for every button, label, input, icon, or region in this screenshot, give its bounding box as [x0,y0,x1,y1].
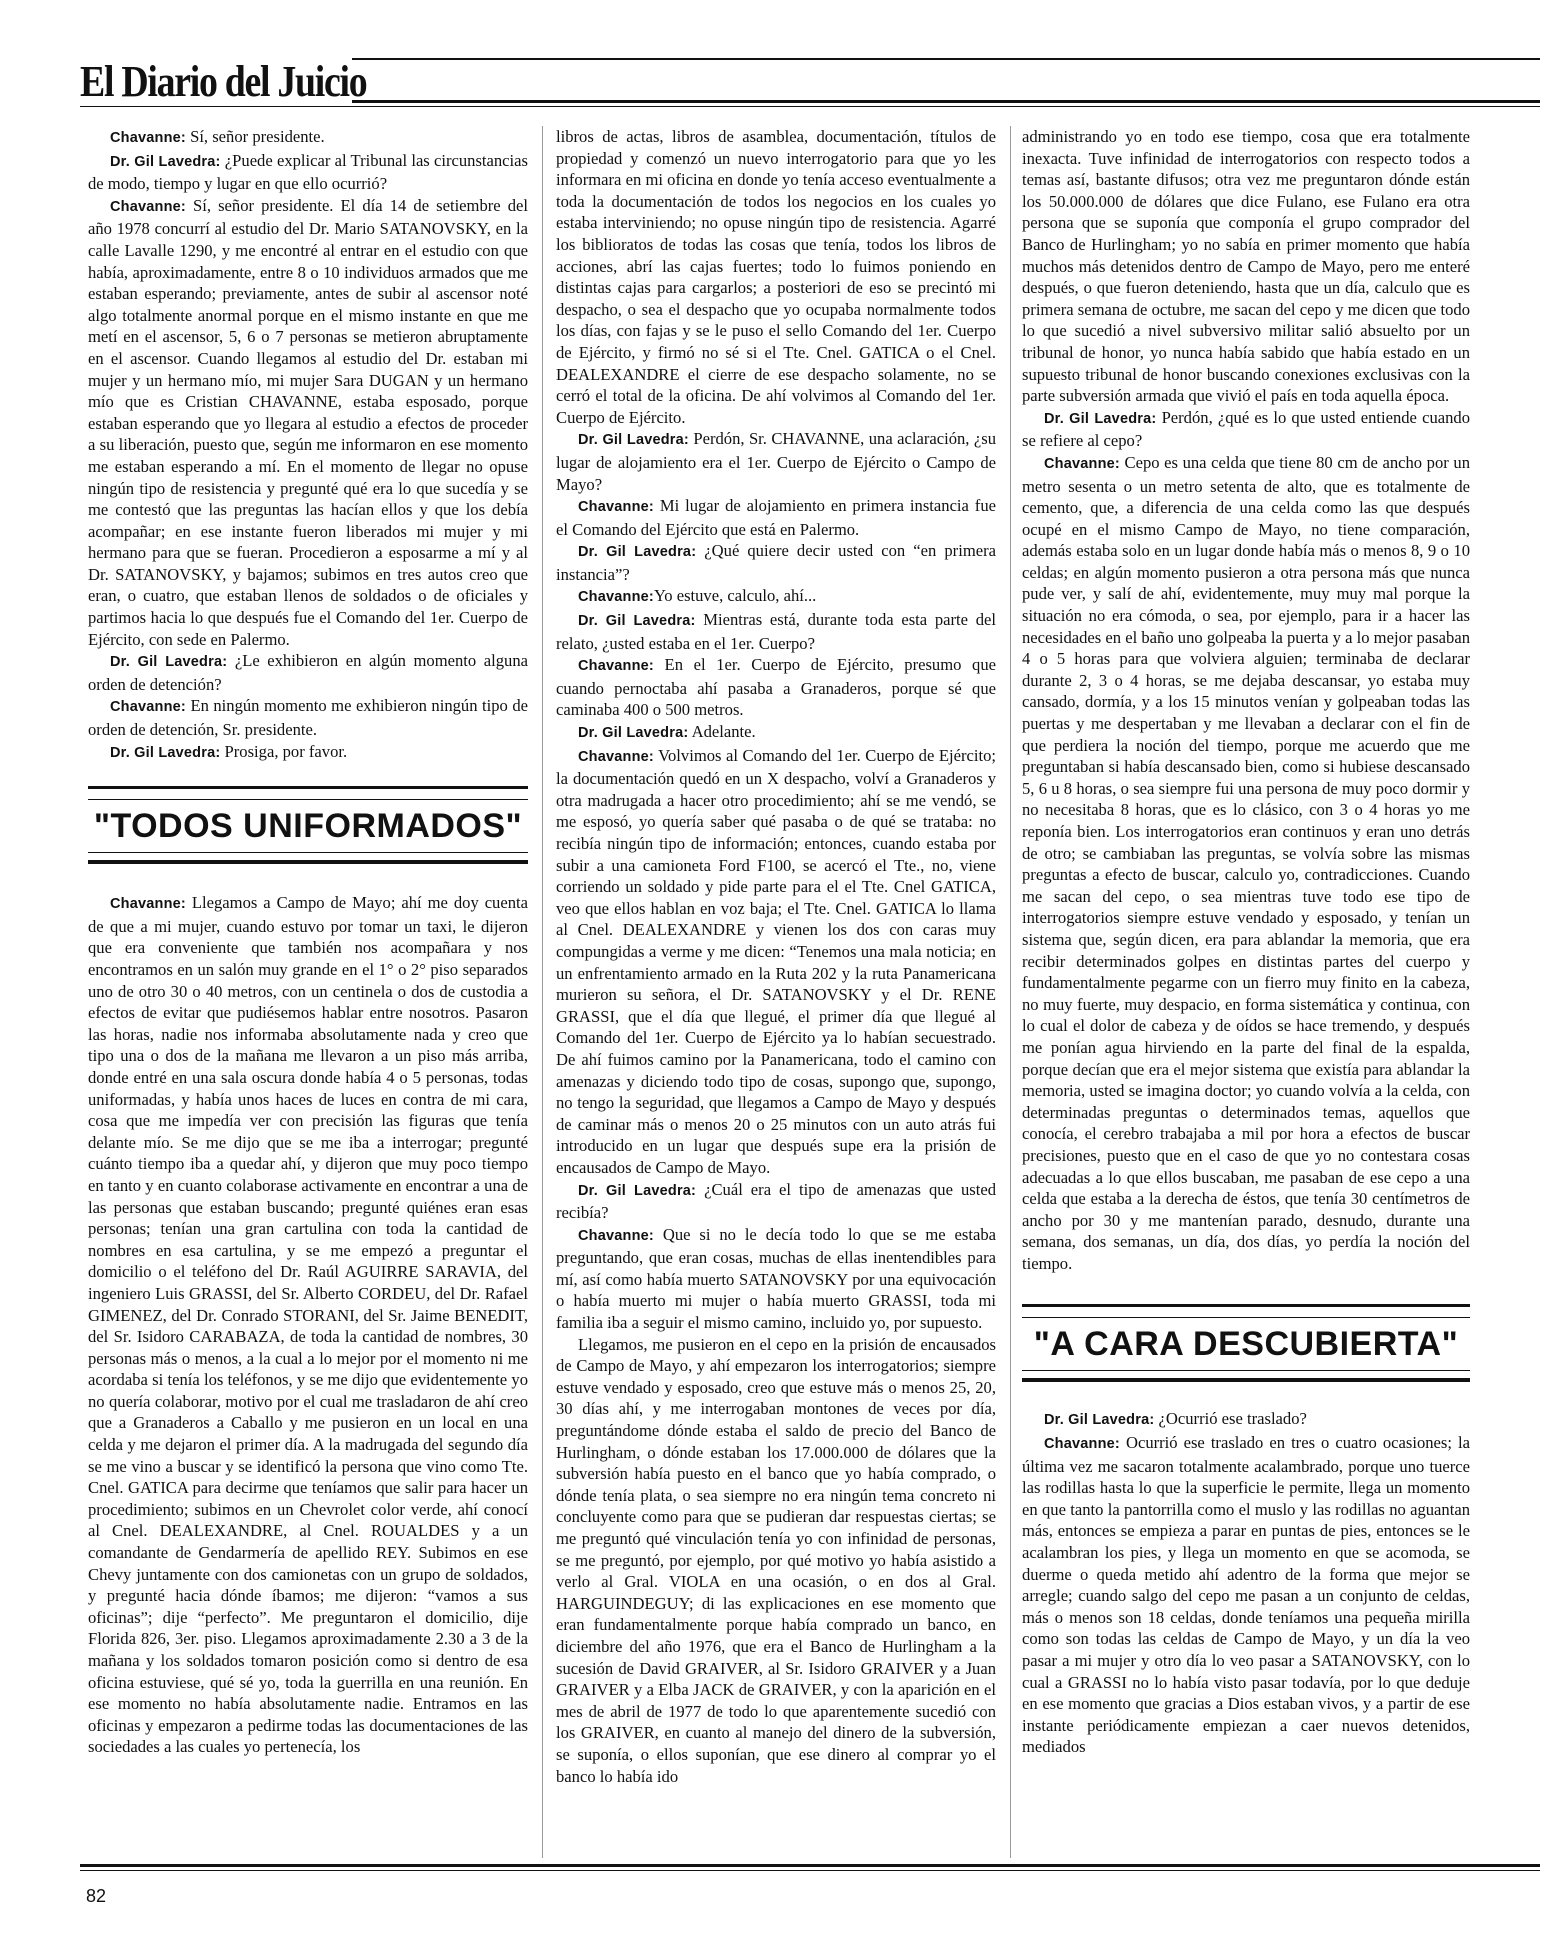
continued-paragraph [556,126,996,428]
section-heading: "A CARA DESCUBIERTA" [1022,1317,1470,1371]
speaker-label: Chavanne: [578,748,654,765]
paragraph-text: Yo estuve, calculo, ahí... [653,586,817,606]
transcript-paragraph [88,892,528,1758]
paragraph-text: ¿Qué quiere decir usted con “en primera instancia”? [556,541,996,584]
paragraph-text: Mi lugar de alojamiento en primera instancia fue el Comando del Ejército que está en Palermo. [556,496,996,539]
speaker-label: Chavanne: [110,699,186,716]
paragraph-text: Sí, señor presidente. El día 14 de setiembre del año 1978 concurrí al estudio del Dr. Mario SATANOVSKY, en la calle Lavalle 1290, y me encontré al entrar en el estudio con que había, aproximadamente, entre 8 o 10 individuos armados que me estaban esperando; previamente, antes de subir al ascensor noté algo totalmente anormal porque en el mismo instante en que me metí en el ascensor, 5, 6 o 7 personas se metieron abruptamente en el ascensor. Cuando llegamos al estudio del Dr. estaban mi mujer y un hermano mío, mi mujer Sara DUGAN y un hermano mío que es Cristian CHAVANNE, estaba esposado, porque estaban esperando que yo llegara al estudio a efectos de proceder a su liberación, puesto que, según me informaron en ese momento me estaban esperando a mí. En el momento de llegar no opuse ningún tipo de resistencia y pregunté qué era lo que sucedía y se me contestó que las preguntas las hacían ellos y que los debía acompañar; en ese instante fueron liberados mi mujer y mi hermano para que se fueran. Procedieron a esposarme a mí y al Dr. SATANOVSKY, y bajamos; subimos en tres autos creo que eran, o cuatro, que estaban llenos de soldados o de oficiales y partimos hacia lo que después fue el Comando del 1er. Cuerpo de Ejército, con sede en Palermo. [88,195,528,649]
speaker-label: Dr. Gil Lavedra: [110,654,228,671]
speaker-label: Dr. Gil Lavedra: [110,744,221,761]
speaker-label: Chavanne: [110,130,186,146]
paragraph-text: ¿Ocurrió ese traslado? [1154,1409,1307,1429]
speaker-label: Chavanne: [578,589,654,606]
paragraph-text: Mientras está, durante toda esta parte del relato, ¿usted estaba en el 1er. Cuerpo? [556,610,996,653]
page-number: 82 [86,1886,107,1906]
transcript-paragraph [556,540,996,585]
speaker-label: Chavanne: [578,658,654,675]
transcript-paragraph [556,1334,996,1787]
transcript-paragraph [1022,1432,1470,1758]
column-divider [1010,126,1011,1858]
transcript-paragraph [556,1179,996,1224]
paragraph-text: Llegamos, me pusieron en el cepo en la prisión de encausados de Campo de Mayo, y ahí empezaron los interrogatorios; siempre estuve vendado y esposado, creo que estuve más o menos 25, 20, 30 días ahí, y me interrogaban montones de veces por día, preguntándome dónde estaba el saldo de precio del Banco de Hurlingham, o dónde estaban los 17.000.000 de dólares que la subversión había puesto en el banco que yo había comprado, o dónde tenía plata, o sea siempre no era ningún tema concreto ni concluyente como para que se pudieran dar respuestas ciertas; se me preguntó qué vinculación tenía yo con infinidad de personas, se me preguntó, por ejemplo, por qué motivo yo había asistido a verlo al Gral. VIOLA en una ocasión, o en dos al Gral. HARGUINDEGUY; di las explicaciones en ese momento que eran fundamentalmente porque había comprado un banco, en diciembre del año 1976, que era el Banco de Hurlingham a la sucesión de David GRAIVER, al Sr. Isidoro GRAIVER y a Juan GRAIVER y a Elba JACK de GRAIVER, y con la aparición en el mes de abril de 1977 de todo lo que aparentemente sucedió con los GRAIVER, en cuanto al manejo del dinero de la subversión, se suponía, o ellos suponían, que ese dinero al comprar yo el banco lo había ido [556,1334,996,1786]
paragraph-text: En ningún momento me exhibieron ningún tipo de orden de detención, Sr. presidente. [88,696,528,740]
paragraph-text: libros de actas, libros de asamblea, documentación, títulos de propiedad y comenzó un nuevo interrogatorio para que yo les informara en mi oficina en donde yo tenía acceso eventualmente a toda la documentación de todos los negocios en los cuales yo estaba interviniendo; no opuse ningún tipo de resistencia. Agarré los biblioratos de todas las cosas que tenía, todos los libros de acciones, abrí las cajas fuertes; todo lo fuimos poniendo en distintas cajas para cargarlos; a posteriori de eso se precintó mi despacho, o sea el despacho que yo ocupaba normalmente todos los días, con fajas y se le puso el sello Comando del 1er. Cuerpo de Ejército, y firmó no sé si el Tte. Cnel. GATICA o el Cnel. DEALEXANDRE el cierre de ese despacho solamente, no se cerró el total de la oficina. De ahí volvimos al Comando del 1er. Cuerpo de Ejército. [556,127,996,427]
paragraph-text: Ocurrió ese traslado en tres o cuatro ocasiones; la última vez me sacaron totalmente acalambrado, porque uno tuerce las rodillas hasta lo que la superficie le permite, llega un momento en que tanto la pantorrilla como el muslo y las rodillas no aguantan más, entonces se empieza a parar en puntas de pies, entonces se le acalambran los pies, y llega un momento en que se acomoda, se duerme o queda metido ahí adentro de la forma que mejor se arregle; cuando salgo del cepo me pasan a un conjunto de celdas, más o menos son 18 celdas, donde teníamos una pequeña mirilla como son todas las celdas de Campo de Mayo, y un día la veo pasar a mi mujer y otro día lo veo pasar a SATANOVSKY, con lo cual a GRASSI no lo había visto pasar todavía, por lo que deduje en ese momento que gracias a Dios estaban vivos, y a partir de ese instante periódicamente empiezan a caer nuevos detenidos, mediados [1022,1433,1470,1757]
section-heading: "TODOS UNIFORMADOS" [88,799,528,853]
transcript-paragraph [88,126,528,150]
speaker-label: Chavanne: [1044,1436,1120,1453]
paragraph-text: ¿Puede explicar al Tribunal las circunstancias de modo, tiempo y lugar en que ello ocurrió? [88,150,528,194]
column-divider [542,126,543,1858]
speaker-label: Dr. Gil Lavedra: [578,1182,697,1199]
transcript-paragraph [556,721,996,745]
masthead [80,50,1540,110]
paragraph-text: Perdón, ¿qué es lo que usted entiende cuando se refiere al cepo? [1022,407,1470,451]
text-column-3 [1022,126,1470,1758]
transcript-paragraph [88,741,528,765]
masthead-rule-bottom [352,100,1540,103]
continued-paragraph [1022,126,1470,407]
transcript-paragraph [88,195,528,650]
transcript-paragraph [1022,407,1470,452]
transcript-paragraph [1022,452,1470,1275]
publication-title: El Diario del Juicio [80,57,367,106]
speaker-label: Dr. Gil Lavedra: [578,613,696,630]
paragraph-text: ¿Le exhibieron en algún momento alguna orden de detención? [88,651,528,694]
masthead-rule-top [352,58,1540,60]
paragraph-text: Volvimos al Comando del 1er. Cuerpo de Ejército; la documentación quedó en un X despacho, volví a Granaderos y otra madrugada a hacer otro procedimiento; ahí se me vendó, se me esposó, yo quería saber qué pasaba o de qué se trataba: no recibía ningún tipo de información; entonces, cuando estaba por subir a una camioneta Ford F100, se acercó el Tte., no, viene corriendo un soldado y pide parte para el el Tte. Cnel GATICA, veo que ellos hablan en voz baja; el Tte. Cnel. GATICA lo llama al Cnel. DEALEXANDRE y vienen los dos con caras muy compungidas a verme y me dicen: “Tenemos una mala noticia; en un enfrentamiento armado en la Ruta 202 y la ruta Panamericana murieron su señora, el Dr. SATANOVSKY y el Dr. RENE GRASSI, que el día que llegué, el primer día que llegué al Comando del 1er. Cuerpo de Ejército ya lo habían secuestrado. De ahí fuimos camino por la Panamericana, todo el camino con amenazas y diciendo todo tipo de cosas, supongo que, supongo, no tengo la seguridad, que llegamos a Campo de Mayo y después de caminar más o menos 20 o 25 minutos con un auto atrás fui introducido en un lugar que después supe era la prisión de encausados de Campo de Mayo. [556,745,996,1177]
transcript-paragraph [88,150,528,195]
transcript-paragraph [556,654,996,721]
section-heading-box [88,786,528,864]
speaker-label: Dr. Gil Lavedra: [578,432,689,449]
text-column-2 [556,126,996,1787]
transcript-paragraph [88,695,528,740]
section-heading-box [1022,1304,1470,1382]
transcript-paragraph [556,585,996,609]
speaker-label: Dr. Gil Lavedra: [578,725,689,742]
transcript-paragraph [556,745,996,1179]
transcript-paragraph [1022,1408,1470,1432]
paragraph-text: Cepo es una celda que tiene 80 cm de ancho por un metro sesenta o un metro setenta de alto, que es totalmente de cemento, que, a diferencia de una celda como las que después ocupé en el mismo Campo de Mayo, no tiene comparación, además estaba solo en un lugar donde había más o menos 8, 9 o 10 celdas; en algún momento pusieron a otra persona más que nunca pude ver, y salí de ahí, evidentemente, muy muy mal porque la situación no era cómoda, o sea, por ejemplo, para ir a hacer las necesidades en el baño uno golpeaba la puerta y a lo mejor pasaban 4 o 5 horas para que volviera alguien; terminaba de declarar durante 2, 3 o 4 horas, se me dejaba descansar, yo estaba muy cansado, dormía, y a los 15 minutos venían y golpeaban todas las puertas y me despertaban y me llevaban a declarar con el fin de que perdiera la noción del tiempo, porque me acuerdo que me preguntaban si había descansado bien, como si hubiese descansado 5, 6 u 8 horas, o sea siempre fui una persona de muy poco dormir y no necesitaba 8 horas, que es lo clásico, con 3 o 4 horas yo me reponía bien. Los interrogatorios eran continuos y eran uno detrás de otro; se cambiaban las preguntas, se volvía sobre las mismas preguntas a efecto de buscar, calculo yo, contradicciones. Cuando me sacan del cepo, o sea mientras tuve todo ese tipo de interrogatorios siempre estuve vendado y esposado, y tenían un sistema que, según dicen, era para ablandar la memoria, que era recibir determinados golpes en distintas partes del cuerpo y fundamentalmente pegarme con un fierro muy finito en la cabeza, no muy fuerte, muy despacio, en forma sistemática y continua, con lo cual el dolor de cabeza y de oídos se hace tremendo, y después me ponían agua hirviendo en la parte del final de la espalda, porque decían que era el mejor sistema que existía para ablandar la memoria, usted se imagina doctor; yo cuando volvía a la celda, con determinadas preguntas o determinados temas, aquellos que conocía, el cerebro trabajaba a mil por hora a efectos de buscar precisiones, puesto que en el caso de que yo no contestara cosas adecuadas a lo que ellos buscaban, me pasaban de ese cepo a una celda que estaba a la derecha de éstos, que tenía 30 centímetros de ancho por 30 y me mantenían parado, desnudo, durante una semana, dos semanas, un día, dos días, yo perdía la noción del tiempo. [1022,452,1470,1273]
speaker-label: Chavanne: [110,896,186,913]
paragraph-text: Perdón, Sr. CHAVANNE, una aclaración, ¿su lugar de alojamiento era el 1er. Cuerpo de Ejército o Campo de Mayo? [556,429,996,494]
speaker-label: Chavanne: [110,198,186,215]
speaker-label: Chavanne: [578,1227,654,1244]
paragraph-text: En el 1er. Cuerpo de Ejército, presumo que cuando pernoctaba ahí pasaba a Granaderos, porque sé que caminaba 400 o 500 metros. [556,655,996,720]
paragraph-text: Que si no le decía todo lo que se me estaba preguntando, que eran cosas, muchas de ellas inentendibles para mí, así como había muerto SATANOVSKY por una equivocación o había muerto mi mujer o había muerto GRASSI, toda mi familia iba a seguir el mismo camino, incluido yo, por supuesto. [556,1224,996,1333]
speaker-label: Dr. Gil Lavedra: [578,544,697,561]
paragraph-text: administrando yo en todo ese tiempo, cosa que era totalmente inexacta. Tuve infinidad de interrogatorios con respecto todos a temas así, bastante difusos; otra vez me preguntaron dónde están los 50.000.000 de dólares que dice Fulano, ese Fulano era otra persona que se suponía que componía el grupo comprador del Banco de Hurlingham; yo no sabía en primer momento que había muchos más detenidos dentro de Campo de Mayo, pero me enteré después, o que fueron deteniendo, hasta que un día, calculo que es primera semana de octubre, me sacan del cepo y me dicen que todo lo que sucedió a nivel subversivo militar salió absuelto por un tribunal de honor, yo nunca había sabido que había estado en un supuesto tribunal de honor buscando conexiones exclusivas con la parte subversión armada que vivió el país en toda aquella época. [1022,127,1470,406]
speaker-label: Dr. Gil Lavedra: [1044,1412,1155,1429]
footer-rule-thin [80,1870,1540,1871]
footer-rule [80,1864,1540,1867]
paragraph-text: Prosiga, por favor. [220,741,348,761]
transcript-paragraph [556,1224,996,1334]
transcript-paragraph [556,428,996,495]
paragraph-text: ¿Cuál era el tipo de amenazas que usted recibía? [556,1179,996,1223]
paragraph-text: Llegamos a Campo de Mayo; ahí me doy cuenta de que a mi mujer, cuando estuvo por tomar un taxi, le dijeron que era conveniente que también nos acompañara y nos encontramos en un salón muy grande en el 1° o 2° piso separados uno de otro 30 o 40 metros, con un centinela o dos de custodia a efectos de evitar que pudiésemos hablar entre nosotros. Pasaron las horas, nadie nos informaba absolutamente nada y creo que tipo una o dos de la mañana me llevaron a un piso más arriba, donde entré en una sala oscura donde había 4 o 5 personas, todas uniformadas, y había unos haces de luces en contra de mi cara, cosa que me impedía ver con precisión las figuras que tenía delante mío. Se me dijo que se me iba a interrogar; pregunté cuánto tiempo iba a quedar ahí, y dijeron que muy poco tiempo en tanto y en cuanto colaborase activamente en encontrar a una de las personas que estaban buscando; pregunté quiénes eran esas personas; tenían una gran cartulina con toda la cantidad de nombres en esa cartulina, y se me empezó a preguntar el domicilio o el teléfono del Dr. Raúl AGUIRRE SARAVIA, del ingeniero Luis GRASSI, del Sr. Alberto CORDEU, del Dr. Rafael GIMENEZ, del Dr. Conrado STORANI, del Sr. Jaime BENEDIT, del Sr. Isidoro CARABAZA, de toda la cantidad de nombres, 30 personas más o menos, a la cual a lo mejor por el momento ni me acordaba si tenía los teléfonos, y se me dijo que evidentemente yo no quería colaborar, motivo por el cual me trasladaron de ahí creo que a Granaderos a Caballo y me pusieron en un local en una celda y me dejaron el primer día. A la madrugada del segundo día se me vino a buscar y se identificó la persona que vino como Tte. Cnel. GATICA para decirme que teníamos que salir para hacer un procedimiento; subimos en un Chevrolet color verde, ahí conocí al Cnel. DEALEXANDRE, al Cnel. ROUALDES y a un comandante de Gendarmería de apellido REY. Subimos en ese Chevy juntamente con dos camionetas con un grupo de soldados, y pregunté hacia dónde íbamos; me dijeron: “vamos a sus oficinas”; dije “perfecto”. Me preguntaron el domicilio, dije Florida 826, 3er. piso. Llegamos aproximadamente 2.30 a 3 de la mañana y los soldados tomaron posición como si dentro de esa oficina estuviese, qué sé yo, toda la guerrilla en una reunión. En ese momento no había absolutamente nadie. Entramos en las oficinas y empezaron a pedirme todas las documentaciones de las sociedades a las cuales yo pertenecía, los [88,893,528,1757]
masthead-rule-thin [80,106,1540,107]
transcript-paragraph [556,495,996,540]
speaker-label: Chavanne: [578,499,654,516]
transcript-paragraph [88,650,528,695]
transcript-paragraph [556,609,996,654]
speaker-label: Chavanne: [1044,455,1120,472]
speaker-label: Dr. Gil Lavedra: [1044,410,1157,427]
text-column-1 [88,126,528,1758]
speaker-label: Dr. Gil Lavedra: [110,153,221,170]
paragraph-text: Sí, señor presidente. [185,127,325,146]
paragraph-text: Adelante. [688,722,756,742]
